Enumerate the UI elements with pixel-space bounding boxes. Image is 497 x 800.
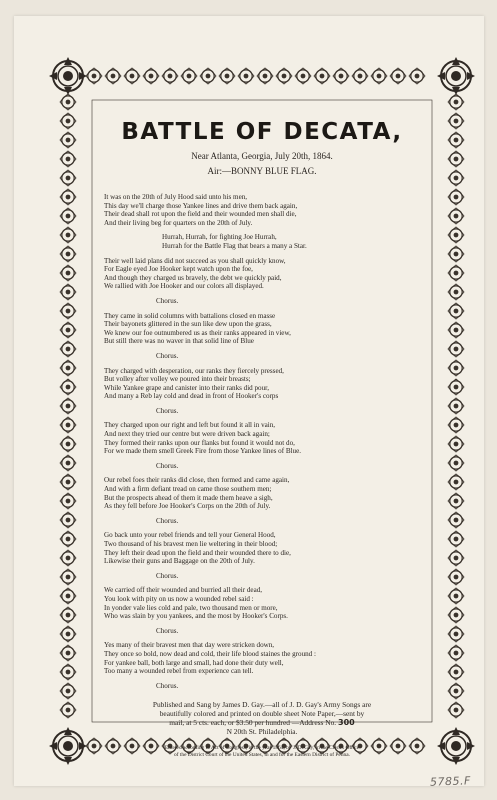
border-ornament	[448, 246, 464, 262]
border-right-column	[448, 94, 464, 718]
lyric-line: Likewise their guns and Baggage on the 20th of July.	[104, 557, 255, 566]
lyric-line: And their living beg for quarters on the 20th of July.	[104, 218, 253, 227]
lyric-line: This day we'll charge those Yankee lines and drive them back again,	[104, 201, 298, 210]
lyric-line: For Eagle eyed Joe Hooker kept watch upon the foe,	[104, 265, 253, 274]
corner-ornament	[437, 727, 475, 765]
lyric-line: They left their dead upon the field and their wounded there to die,	[104, 548, 291, 557]
border-ornament	[60, 512, 76, 528]
border-ornament	[60, 474, 76, 490]
border-ornament	[60, 379, 76, 395]
song-content	[104, 119, 420, 759]
border-ornament	[448, 588, 464, 604]
border-ornament	[60, 246, 76, 262]
catalog-mark: 5785.F	[429, 774, 472, 789]
border-ornament	[60, 284, 76, 300]
lyric-line: They once so bold, now dead and cold, their life blood staines the ground :	[104, 649, 316, 658]
border-ornament	[448, 322, 464, 338]
stanza-4	[104, 367, 420, 401]
song-subtitle: Near Atlanta, Georgia, July 20th, 1864.	[191, 151, 333, 161]
border-ornament	[448, 227, 464, 243]
border-ornament	[409, 68, 425, 84]
address-number: 300	[338, 718, 355, 728]
song-air: Air:—BONNY BLUE FLAG.	[207, 166, 317, 176]
lyric-line: But volley after volley we poured into their breasts;	[104, 375, 251, 384]
lyric-line: We rallied with Joe Hooker and our colors all displayed.	[104, 282, 264, 291]
border-ornament	[60, 94, 76, 110]
lyric-line: And many a Reb lay cold and dead in front of Hooker's corps	[104, 392, 279, 401]
border-ornament	[60, 664, 76, 680]
border-ornament	[60, 626, 76, 642]
border-ornament	[200, 68, 216, 84]
border-left-column	[60, 94, 76, 718]
border-ornament	[448, 436, 464, 452]
border-ornament	[60, 455, 76, 471]
stanza-6	[104, 476, 420, 510]
border-ornament	[276, 68, 292, 84]
lyric-line: Their bayonets glittered in the sun like dew upon the grass,	[104, 320, 272, 329]
border-ornament	[448, 94, 464, 110]
border-ornament	[448, 303, 464, 319]
border-ornament	[448, 645, 464, 661]
publisher-line: Published and Sang by James D. Gay.—all of J. D. Gay's Army Songs are	[152, 700, 372, 710]
border-ornament	[238, 68, 254, 84]
border-ornament	[448, 113, 464, 129]
lyric-line: Too many a wounded rebel from experience can tell.	[104, 667, 254, 676]
border-ornament	[448, 626, 464, 642]
lyric-line: We knew our foe outnumbered us as their ranks appeared in view,	[104, 328, 291, 337]
border-ornament	[390, 68, 406, 84]
lyric-line: Who was slain by you yankees, and the most by Hooker's Corps.	[104, 612, 288, 621]
chorus-label: Chorus.	[156, 351, 179, 360]
border-ornament	[60, 113, 76, 129]
border-ornament	[60, 569, 76, 585]
lyric-line: Their well laid plans did not succeed as you shall quickly know,	[104, 256, 286, 265]
stanza-8	[104, 586, 420, 620]
border-ornament	[314, 68, 330, 84]
border-ornament	[448, 417, 464, 433]
border-ornament	[86, 68, 102, 84]
border-ornament	[448, 360, 464, 376]
lyric-line: For yankee ball, both large and small, had done their duty well,	[104, 658, 284, 667]
border-ornament	[60, 265, 76, 281]
border-ornament	[448, 189, 464, 205]
refrain	[104, 233, 420, 250]
chorus-label: Chorus.	[156, 571, 179, 580]
stanza-3	[104, 312, 420, 346]
border-ornament	[448, 664, 464, 680]
border-ornament	[60, 189, 76, 205]
border-ornament	[448, 132, 464, 148]
border-ornament	[448, 607, 464, 623]
border-ornament	[60, 493, 76, 509]
border-ornament	[60, 360, 76, 376]
border-ornament	[448, 493, 464, 509]
corner-ornament	[49, 727, 87, 765]
stanza-2	[104, 257, 420, 291]
border-ornament	[448, 550, 464, 566]
border-ornament	[295, 68, 311, 84]
border-ornament	[448, 170, 464, 186]
lyric-line: Yes many of their bravest men that day were stricken down,	[104, 641, 275, 650]
refrain-line: Hurrah for the Battle Flag that bears a many a Star.	[162, 241, 307, 250]
copyright-line: Entered according to Act of Congress, in the year 1864, by J. D. Gay, in the Clerk's Office	[164, 745, 360, 752]
publisher-line	[104, 718, 420, 727]
border-ornament	[448, 531, 464, 547]
border-ornament	[448, 512, 464, 528]
stanza-1	[104, 193, 420, 227]
lyric-line: And though they charged us bravely, the debt we quickly paid,	[104, 273, 282, 282]
border-ornament	[448, 455, 464, 471]
border-ornament	[105, 68, 121, 84]
corner-ornament	[437, 57, 475, 95]
lyric-line: They came in solid columns with battalions closed en masse	[104, 311, 276, 320]
lyric-line: While Yankee grape and canister into their ranks did pour,	[104, 383, 269, 392]
border-ornament	[448, 702, 464, 718]
chorus-label: Chorus.	[156, 461, 179, 470]
lyric-line: Go back unto your rebel friends and tell your General Hood,	[104, 531, 276, 540]
stanza-5	[104, 421, 420, 455]
border-ornament	[448, 398, 464, 414]
copyright-line: of the District Court of the United States, in and for the Eastern District of Penna.	[174, 752, 350, 759]
border-ornament	[60, 303, 76, 319]
publisher-line: N 20th St. Philadelphia.	[226, 727, 298, 737]
lyric-line: It was on the 20th of July Hood said unto his men,	[104, 193, 248, 201]
chorus-label: Chorus.	[156, 516, 179, 525]
border-ornament	[60, 607, 76, 623]
border-ornament	[60, 645, 76, 661]
publisher-notice	[104, 700, 420, 736]
border-ornament	[60, 208, 76, 224]
stanza-9	[104, 641, 420, 675]
border-ornament	[143, 68, 159, 84]
stanza-7	[104, 531, 420, 565]
border-ornament	[162, 68, 178, 84]
lyric-line: In yonder vale lies cold and pale, two thousand men or more,	[104, 603, 278, 612]
lyric-line: But still there was no waver in that solid line of Blue	[104, 337, 254, 346]
corner-ornament	[49, 57, 87, 95]
border-ornament	[219, 68, 235, 84]
border-ornament	[60, 436, 76, 452]
lyric-line: They charged upon our right and left but found it all in vain,	[104, 421, 276, 430]
lyric-line: But the prospects ahead of them it made them heave a sigh,	[104, 493, 273, 502]
lyric-line: You look with pity on us now a wounded rebel said :	[104, 594, 254, 603]
border-ornament	[60, 417, 76, 433]
border-ornament	[60, 341, 76, 357]
border-ornament	[371, 68, 387, 84]
chorus-label: Chorus.	[156, 406, 179, 415]
border-ornament	[60, 531, 76, 547]
lyric-line: Their dead shall rot upon the field and their wounded men shall die,	[104, 210, 297, 219]
chorus-label: Chorus.	[156, 681, 179, 690]
border-ornament	[60, 322, 76, 338]
border-ornament	[60, 227, 76, 243]
song-title: BATTLE OF DECATA,	[121, 119, 403, 145]
border-ornament	[448, 151, 464, 167]
lyrics	[104, 193, 420, 690]
border-ornament	[448, 284, 464, 300]
lyric-line: They charged with desperation, our ranks they fiercely pressed,	[104, 366, 284, 375]
border-ornament	[448, 379, 464, 395]
lyric-line: We carried off their wounded and burried all their dead,	[104, 586, 263, 595]
chorus-label: Chorus.	[156, 626, 179, 635]
publisher-line: beautifully colored and printed on double sheet Note Paper,—sent by	[159, 709, 365, 719]
lyric-line: And with a firm defiant tread on came those southern men;	[104, 485, 272, 494]
border-ornament	[124, 68, 140, 84]
border-ornament	[448, 474, 464, 490]
lyric-line: They formed their ranks upon our flanks but found it would not do,	[104, 438, 295, 447]
chorus-label: Chorus.	[156, 296, 179, 305]
border-ornament	[60, 550, 76, 566]
publisher-address-text: mail, at 5 cts. each, or $3.50 per hundred —Address No.	[169, 718, 337, 728]
border-ornament	[257, 68, 273, 84]
border-top-row	[86, 68, 425, 84]
border-ornament	[333, 68, 349, 84]
border-ornament	[86, 738, 102, 754]
border-ornament	[60, 170, 76, 186]
broadside-sheet	[14, 16, 484, 789]
border-ornament	[60, 588, 76, 604]
refrain-line: Hurrah, Hurrah, for fighting Joe Hurrah,	[162, 233, 277, 242]
border-ornament	[60, 683, 76, 699]
lyric-line: Two thousand of his bravest men lie weltering in their blood;	[104, 540, 278, 548]
border-ornament	[181, 68, 197, 84]
lyric-line: Our rebel foes their ranks did close, then formed and came again,	[104, 476, 290, 485]
border-ornament	[448, 341, 464, 357]
border-ornament	[352, 68, 368, 84]
border-ornament	[60, 702, 76, 718]
lyric-line: For we made them smell Greek Fire from those Yankee lines of Blue.	[104, 447, 302, 456]
border-ornament	[60, 132, 76, 148]
lyric-line: And next they tried our centre but were driven back again;	[104, 430, 270, 439]
border-ornament	[448, 569, 464, 585]
border-ornament	[448, 265, 464, 281]
border-ornament	[60, 151, 76, 167]
border-ornament	[448, 208, 464, 224]
copyright-entry	[104, 745, 420, 759]
border-ornament	[448, 683, 464, 699]
border-ornament	[60, 398, 76, 414]
lyric-line: As they fell before Joe Hooker's Corps on the 20th of July.	[104, 502, 271, 511]
